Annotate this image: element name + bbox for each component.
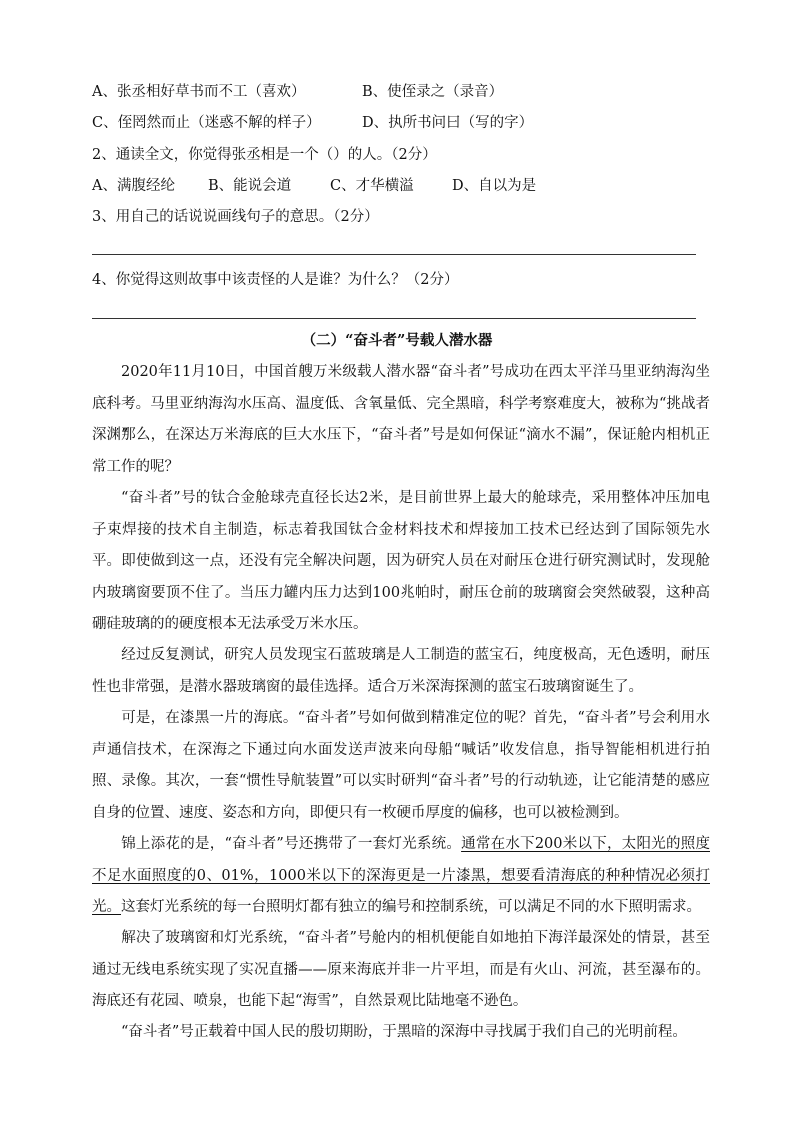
answer-line-q3[interactable] <box>92 254 696 255</box>
q1-option-a: A、张丞相好草书而不工（喜欢） <box>92 84 306 100</box>
q2-option-d: D、自以为是 <box>452 178 537 194</box>
q2-option-c: C、才华横溢 <box>330 178 414 194</box>
article-title: （二）“奋斗者”号载人潜水器 <box>301 332 493 349</box>
paragraph-9: “奋斗者”号正载着中国人民的殷切期盼，于黑暗的深海中寻找属于我们自己的光明前程。 <box>121 1024 687 1040</box>
q1-option-c: C、侄罔然而止（迷惑不解的样子） <box>92 115 321 131</box>
q1-option-b: B、使侄录之（录音） <box>362 84 504 100</box>
answer-line-q4[interactable] <box>92 318 696 319</box>
paragraph-4: 即使做到这一点，还没有完全解决问题，因为研究人员在对耐压仓进行研究测试时，发现舱内玻璃窗要顶不住了。当压力罐内压力达到100兆帕时，耐压仓前的玻璃窗会突然破裂，这种高硼硅玻璃的的硬度根本无法承受万米水压。 <box>92 553 710 632</box>
paragraph-3: “奋斗者”号的钛合金舱球壳直径长达2米，是目前世界上最大的舱球壳，采用整体冲压加电子束焊接的技术自主制造，标志着我国钛合金材料技术和焊接加工技术已经达到了国际领先水平。 <box>92 490 710 569</box>
q1-option-d: D、执所书问曰（写的字） <box>362 115 534 131</box>
question-3: 3、用自己的话说说画线句子的意思。（2分） <box>92 209 379 225</box>
question-2: 2、通读全文，你觉得张丞相是一个（）的人。（2分） <box>92 147 437 163</box>
question-4: 4、你觉得这则故事中该责怪的人是谁？为什么？（2分） <box>92 272 459 288</box>
paragraph-2: 那么，在深达万米海底的巨大水压下，“奋斗者”号是如何保证“滴水不漏”，保证舱内相机正常工作的呢？ <box>92 427 710 475</box>
paragraph-1: 2020年11月10日，中国首艘万米级载人潜水器“奋斗者”号成功在西太平洋马里亚纳海沟坐底科考。马里亚纳海沟水压高、温度低、含氧量低、完全黑暗，科学考察难度大，被称为“挑战者深渊” <box>92 364 710 443</box>
q2-option-b: B、能说会道 <box>208 178 292 194</box>
q2-option-a: A、满腹经纶 <box>92 178 175 194</box>
paragraph-5: 经过反复测试，研究人员发现宝石蓝玻璃是人工制造的蓝宝石，纯度极高，无色透明，耐压性也非常强，是潜水器玻璃窗的最佳选择。适合万米深海探测的蓝宝石玻璃窗诞生了。 <box>92 647 710 695</box>
paragraph-7: 锦上添花的是，“奋斗者”号还携带了一套灯光系统。通常在水下200米以下，太阳光的照度不足水面照度的0、01%，1000米以下的深海更是一片漆黑，想要看清海底的种种情况必须打光。这套灯光系统的每一台照明灯都有独立的编号和控制系统，可以满足不同的水下照明需求。 <box>92 836 710 915</box>
underlined-sentence: 通常在水下200米以下，太阳光的照度不足水面照度的0、01%，1000米以下的深海更是一片漆黑，想要看清海底的种种情况必须打光。 <box>92 836 710 915</box>
paragraph-8: 解决了玻璃窗和灯光系统，“奋斗者”号舱内的相机便能自如地拍下海洋最深处的情景，甚至通过无线电系统实现了实况直播——原来海底并非一片平坦，而是有火山、河流，甚至瀑布的。海底还有花园、喷泉，也能下起“海雪”，自然景观比陆地毫不逊色。 <box>92 930 710 1009</box>
paragraph-6: 可是，在漆黑一片的海底。“奋斗者”号如何做到精准定位的呢？首先，“奋斗者”号会利用水声通信技术，在深海之下通过向水面发送声波来向母船“喊话”收发信息，指导智能相机进行拍照、录像。其次，一套“惯性导航装置”可以实时研判“奋斗者”号的行动轨迹，让它能清楚的感应自身的位置、速度、姿态和方向，即便只有一枚硬币厚度的偏移，也可以被检测到。 <box>92 710 710 821</box>
